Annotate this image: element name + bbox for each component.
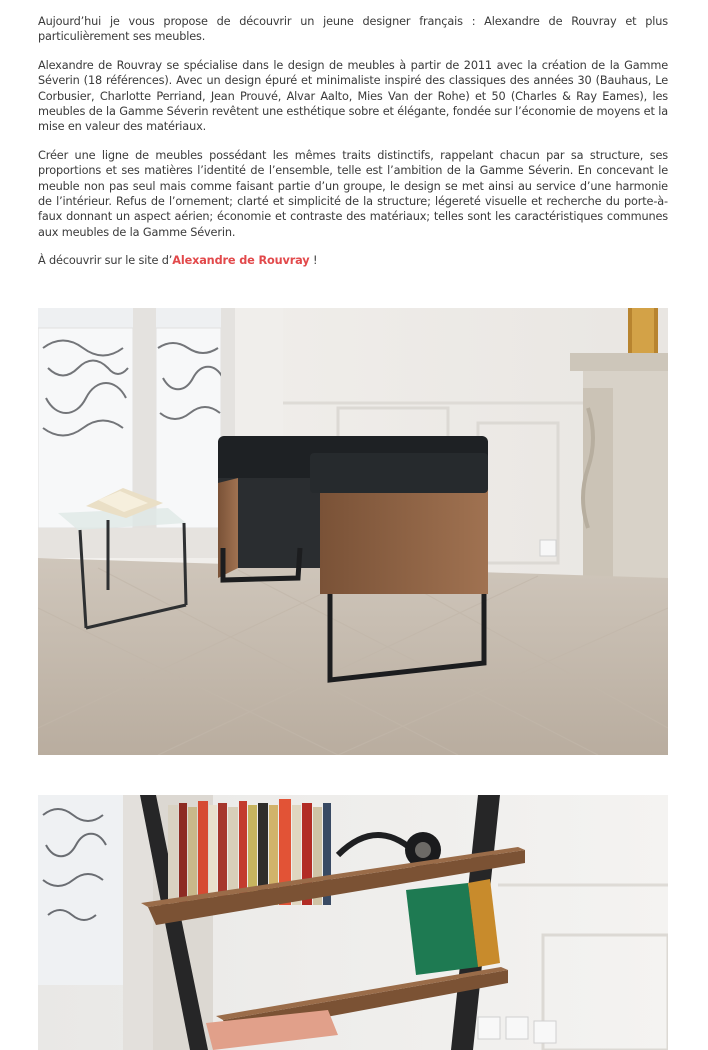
intro-paragraph: Aujourd’hui je vous propose de découvrir un jeune designer français : Alexandre de Rouvray et plus particulièrement ses meubles. bbox=[38, 15, 668, 44]
armchair-photo bbox=[38, 308, 668, 755]
shelf-photo bbox=[38, 795, 668, 1050]
discover-suffix: ! bbox=[309, 254, 318, 268]
designer-site-link[interactable]: Alexandre de Rouvray bbox=[172, 254, 310, 268]
discover-prefix: À découvrir sur le site d’ bbox=[38, 254, 173, 268]
designer-paragraph: Alexandre de Rouvray se spécialise dans le design de meubles à partir de 2011 avec la création de la Gamme Séverin (18 références). Avec un design épuré et minimaliste inspiré des classiques des années 30 (Bauhaus, Le Corbusier, Charlotte Perriand, Jean Prouvé, Alvar Aalto, Mies Van der Rohe) et 50 (Charles & Ray Eames), les meubles de la Gamme Séverin revêtent une esthétique sobre et élégante, fondée sur l’économie de moyens et la mise en valeur des matériaux. bbox=[38, 58, 668, 134]
article-body bbox=[38, 14, 668, 282]
discover-paragraph bbox=[38, 253, 668, 268]
ambition-paragraph: Créer une ligne de meubles possédant les mêmes traits distinctifs, rappelant chacun par sa structure, ses proportions et ses matières l’identité de l’ensemble, telle est l’ambition de la Gamme Séverin. En concevant le meuble non pas seul mais comme faisant partie d’un groupe, le design se met ainsi au service d’une harmonie de l’intérieur. Refus de l’ornement; clarté et simplicité de la structure; légereté visuelle et recherche du porte-à-faux donnant un aspect aérien; économie et contraste des matériaux; telles sont les caractéristiques communes aux meubles de la Gamme Séverin. bbox=[38, 148, 668, 239]
